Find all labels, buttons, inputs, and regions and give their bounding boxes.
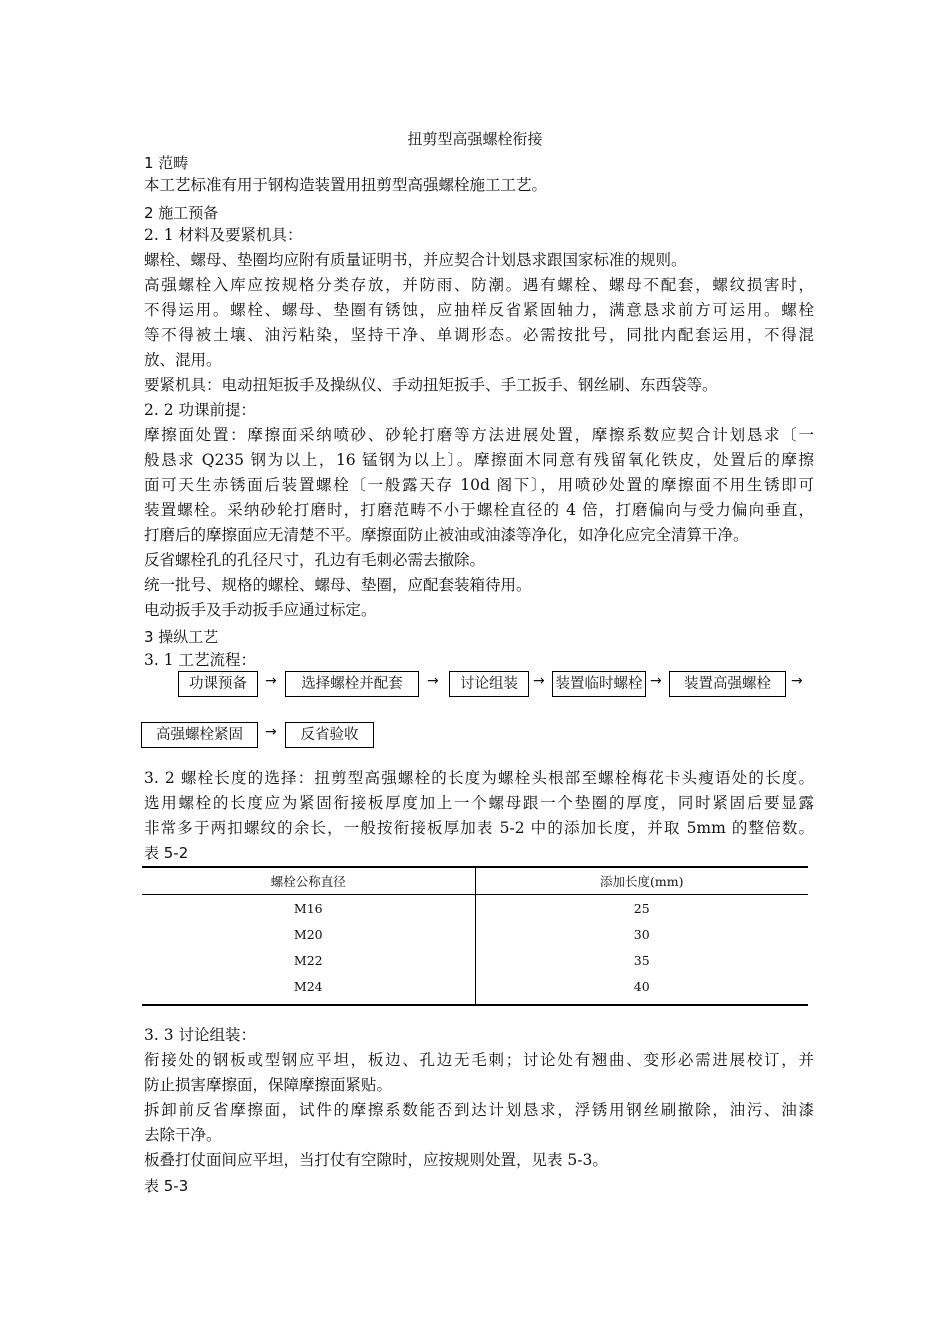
flow-arrow-icon: → — [427, 673, 439, 689]
paragraph-line: 等不得被土壤、油污粘染，坚持干净、单调形态。必需按批号，同批内配套运用，不得混 — [144, 326, 814, 344]
paragraph-line: 般恳求 Q235 钢为以上，16 锰钢为以上〕。摩擦面木同意有残留氧化铁皮，处置后的摩擦 — [144, 451, 814, 469]
table-header-cell: 螺栓公称直径 — [142, 867, 475, 895]
paragraph-line: 摩擦面处置：摩擦面采纳喷砂、砂轮打磨等方法进展处置，摩擦系数应契合计划恳求〔一 — [144, 426, 814, 444]
flow-arrow-icon: → — [791, 673, 803, 689]
flow-step-box: 装置临时螺栓 — [552, 671, 646, 697]
paragraph-line: 面可天生赤锈面后装置螺栓〔一般露天存 10d 阁下〕，用喷砂处置的摩擦面不用生锈即可 — [144, 476, 814, 494]
flow-arrow-icon: → — [265, 724, 277, 740]
table-header-row — [142, 867, 808, 895]
paragraph-line: 反省螺栓孔的孔径尺寸，孔边有毛刺必需去撤除。 — [144, 551, 486, 569]
section-3-3-heading: 3. 3 讨论组装： — [144, 1026, 257, 1044]
flow-step-box: 功课预备 — [178, 671, 258, 697]
flow-step-box: 高强螺栓紧固 — [141, 722, 258, 748]
flow-step-box: 反省验收 — [285, 722, 374, 748]
table-cell: M24 — [142, 973, 475, 1005]
bolt-length-table — [142, 866, 808, 1006]
paragraph-line: 高强螺栓入库应按规格分类存放，并防雨、防潮。遇有螺栓、螺母不配套，螺纹损害时， — [144, 276, 814, 294]
section-2-1-tools: 要紧机具：电动扭矩扳手及操纵仪、手动扭矩扳手、手工扳手、钢丝刷、东西袋等。 — [144, 376, 718, 394]
paragraph-line: 防止损害摩擦面，保障摩擦面紧贴。 — [144, 1076, 393, 1094]
paragraph-line: 装置螺栓。采纳砂轮打磨时，打磨范畴不小于螺栓直径的 4 倍，打磨偏向与受力偏向垂直， — [144, 501, 814, 519]
paragraph-line: 选用螺栓的长度应为紧固衔接板厚度加上一个螺母跟一个垫圈的厚度，同时紧固后要显露 — [144, 794, 814, 812]
paragraph-line: 放、混用。 — [144, 351, 222, 369]
section-1-paragraph: 本工艺标准有用于钢构造装置用扭剪型高强螺栓施工工艺。 — [144, 176, 548, 194]
paragraph-line: 衔接处的钢板或型钢应平坦，板边、孔边无毛刺；讨论处有翘曲、变形必需进展校订，并 — [144, 1051, 814, 1069]
table-row — [142, 921, 808, 947]
flow-arrow-icon: → — [650, 673, 662, 689]
section-3-1-heading: 3. 1 工艺流程： — [144, 651, 257, 669]
paragraph-line: 打磨后的摩擦面应无清楚不平。摩擦面防止被油或油漆等净化，如净化应完全清算干净。 — [144, 526, 749, 544]
table-cell: M20 — [142, 921, 475, 947]
table-5-2-label: 表 5-2 — [144, 844, 189, 862]
paragraph-line: 板叠打仗面间应平坦，当打仗有空隙时，应按规则处置，见表 5-3。 — [144, 1151, 608, 1169]
paragraph-line: 3. 2 螺栓长度的选择：扭剪型高强螺栓的长度为螺栓头根部至螺栓梅花卡头瘦语处的长度。 — [144, 769, 814, 787]
paragraph-line: 电动扳手及手动扳手应通过标定。 — [144, 601, 377, 619]
paragraph-line: 非常多于两扣螺纹的余长，一般按衔接板厚加表 5-2 中的添加长度，并取 5mm 的整倍数。 — [144, 819, 814, 837]
document-title: 扭剪型高强螺栓衔接 — [407, 130, 543, 148]
table-cell: 30 — [633, 926, 650, 942]
paragraph-line: 去除干净。 — [144, 1126, 222, 1144]
flow-arrow-icon: → — [533, 673, 545, 689]
table-row — [142, 973, 808, 1005]
flow-step-box: 装置高强螺栓 — [669, 671, 786, 697]
table-row — [142, 895, 808, 922]
paragraph-line: 不得运用。螺栓、螺母、垫圈有锈蚀，应抽样反省紧固轴力，满意恳求前方可运用。螺栓 — [144, 301, 814, 319]
flow-step-box: 选择螺栓并配套 — [285, 671, 419, 697]
section-3-heading: 3 操纵工艺 — [144, 628, 219, 646]
table-cell: 40 — [475, 973, 808, 1005]
section-1-heading: 1 范畴 — [144, 154, 189, 172]
flow-step-box: 讨论组装 — [449, 671, 529, 697]
paragraph-line: 拆卸前反省摩擦面，试件的摩擦系数能否到达计划恳求，浮锈用钢丝刷撤除，油污、油漆 — [144, 1101, 814, 1119]
section-2-heading: 2 施工预备 — [144, 204, 219, 222]
paragraph-line: 统一批号、规格的螺栓、螺母、垫圈，应配套装箱待用。 — [144, 576, 532, 594]
table-header-cell: 添加长度(mm) — [475, 867, 808, 895]
section-2-2-heading: 2. 2 功课前提： — [144, 401, 257, 419]
table-5-3-label: 表 5-3 — [144, 1177, 189, 1195]
table-cell: M22 — [142, 947, 475, 973]
table-row — [142, 947, 808, 973]
table-cell: M16 — [142, 895, 475, 922]
section-2-1-paragraph-1: 螺栓、螺母、垫圈均应附有质量证明书，并应契合计划恳求跟国家标准的规则。 — [144, 251, 687, 269]
table-cell: 35 — [633, 952, 650, 968]
table-cell: 25 — [633, 900, 650, 916]
flow-arrow-icon: → — [265, 673, 277, 689]
section-2-1-heading: 2. 1 材料及要紧机具： — [144, 226, 303, 244]
